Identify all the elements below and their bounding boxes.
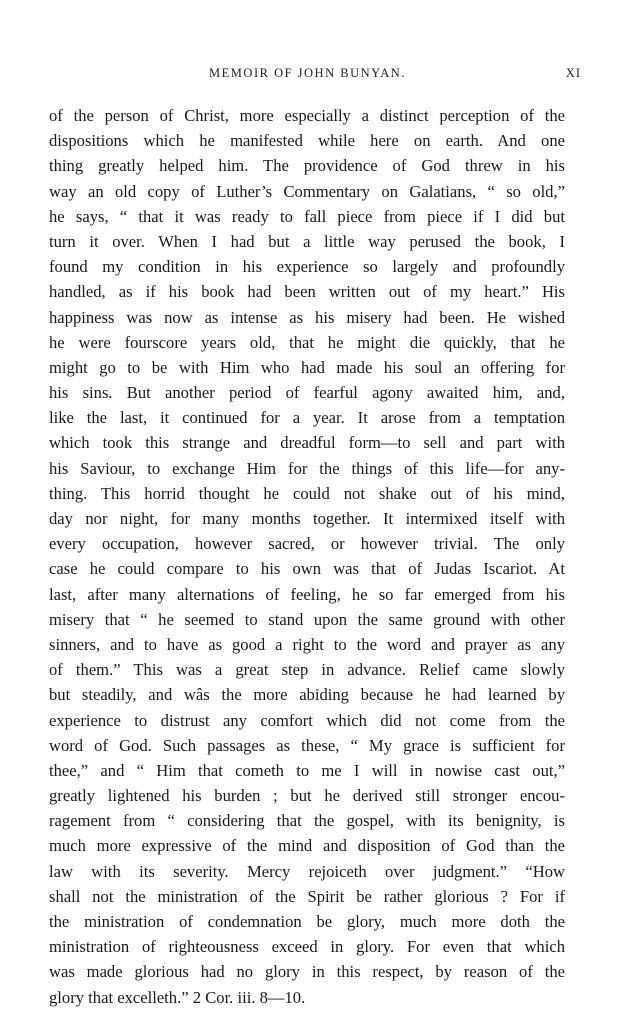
text-line: which took this strange and dreadful form—to sell and part with — [49, 433, 565, 453]
text-line: happiness was now as intense as his misery had been. He wished — [49, 307, 565, 327]
text-line: greatly lightened his burden ; but he derived still stronger encou- — [49, 786, 565, 806]
text-line: misery that “ he seemed to stand upon the same ground with other — [49, 609, 565, 629]
text-line: his sins. But another period of fearful agony awaited him, and, — [49, 383, 565, 403]
text-line: shall not the ministration of the Spirit be rather glorious ? For if — [49, 886, 565, 906]
text-line: found my condition in his experience so largely and profoundly — [49, 257, 565, 277]
text-line: was made glorious had no glory in this respect, by reason of the — [49, 962, 565, 982]
text-line: every occupation, however sacred, or however trivial. The only — [49, 534, 565, 554]
text-line: ministration of righteousness exceed in glory. For even that which — [49, 937, 565, 957]
text-line: way an old copy of Luther’s Commentary on Galatians, “ so old,” — [49, 181, 565, 201]
text-line: word of God. Such passages as these, “ My grace is sufficient for — [49, 735, 565, 755]
text-line: but steadily, and wâs the more abiding because he had learned by — [49, 685, 565, 705]
text-line: handled, as if his book had been written out of my heart.” His — [49, 282, 565, 302]
text-line: of the person of Christ, more especially a distinct perception of the — [49, 106, 565, 125]
text-line: last, after many alternations of feeling, he so far emerged from his — [49, 584, 565, 604]
text-line: thee,” and “ Him that cometh to me I will in nowise cast out,” — [49, 760, 565, 780]
text-line: he says, “ that it was ready to fall piece from piece if I did but — [49, 206, 565, 226]
text-line: like the last, it continued for a year. It arose from a temptation — [49, 408, 565, 428]
running-header — [40, 66, 581, 88]
text-line: he were fourscore years old, that he might die quickly, that he — [49, 332, 565, 352]
text-line: case he could compare to his own was that of Judas Iscariot. At — [49, 559, 565, 579]
text-line: law with its severity. Mercy rejoiceth over judgment.” “How — [49, 861, 565, 881]
text-line: much more expressive of the mind and disposition of God than the — [49, 836, 565, 856]
text-line: turn it over. When I had but a little way perused the book, I — [49, 231, 565, 251]
text-line: glory that excelleth.” 2 Cor. iii. 8—10. — [49, 987, 306, 1007]
text-line: the ministration of condemnation be glory, much more doth the — [49, 912, 565, 931]
text-line: might go to be with Him who had made his soul an offering for — [49, 357, 565, 377]
text-line: experience to distrust any comfort which did not come from the — [49, 710, 565, 730]
text-line: of them.” This was a great step in advance. Relief came slowly — [49, 660, 565, 680]
text-line: ragement from “ considering that the gospel, with its benignity, is — [49, 811, 565, 831]
text-line: sinners, and to have as good a right to the word and prayer as any — [49, 634, 565, 654]
text-line: day nor night, for many months together. It intermixed itself with — [49, 509, 565, 528]
text-line: dispositions which he manifested while here on earth. And one — [49, 131, 565, 151]
page-number: XI — [565, 66, 581, 80]
body-paragraph — [49, 103, 565, 1010]
text-line: thing. This horrid thought he could not shake out of his mind, — [49, 483, 565, 503]
text-line: his Saviour, to exchange Him for the things of this life—for any- — [49, 458, 565, 478]
running-title: MEMOIR OF JOHN BUNYAN. — [209, 66, 406, 80]
text-line: thing greatly helped him. The providence of God threw in his — [49, 156, 565, 176]
